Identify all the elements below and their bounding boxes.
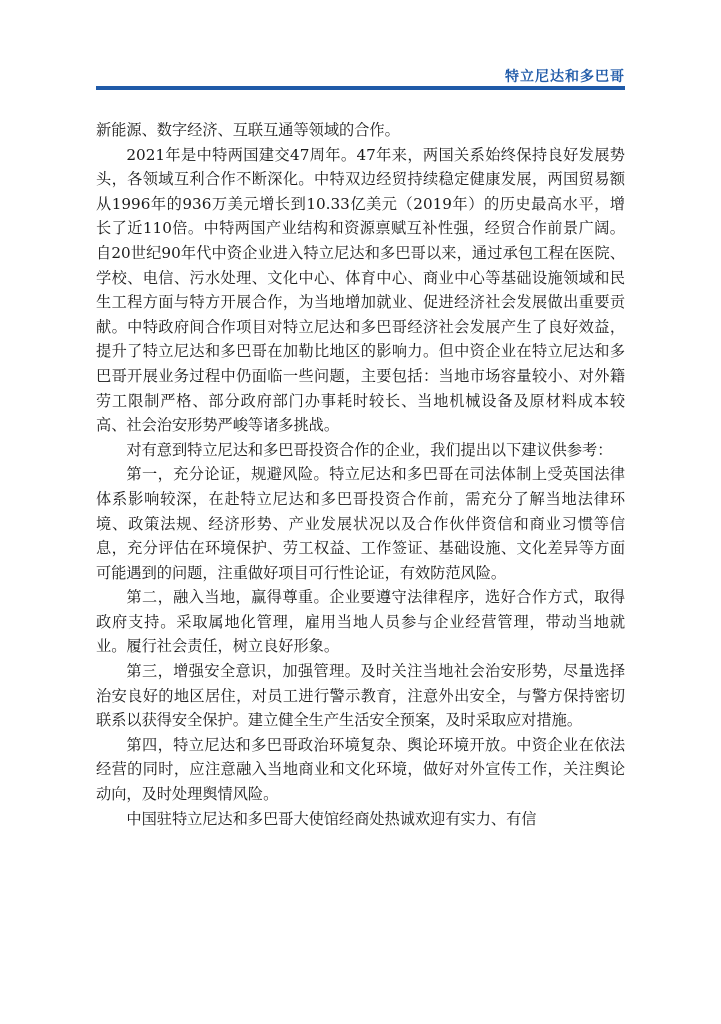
paragraph-suggestion-3: 第三，增强安全意识，加强管理。及时关注当地社会治安形势，尽量选择治安良好的地区居住，对员工进行警示教育，注意外出安全，与警方保持密切联系以获得安全保护。建立健全生产生活安全预案，及时采取应对措施。 [96,662,625,730]
paragraph-suggestions-intro: 对有意到特立尼达和多巴哥投资合作的企业，我们提出以下建议供参考： [126,440,613,459]
running-header-title: 特立尼达和多巴哥 [505,69,625,85]
header-rule [96,86,625,90]
paragraph-suggestion-4: 第四，特立尼达和多巴哥政治环境复杂、舆论环境开放。中资企业在依法经营的同时，应注意融入当地商业和文化环境，做好对外宣传工作，关注舆论动向，及时处理舆情风险。 [96,735,625,804]
body-text [96,118,625,831]
paragraph-continuation: 新能源、数字经济、互联互通等领域的合作。 [96,121,400,139]
paragraph-embassy-welcome: 中国驻特立尼达和多巴哥大使馆经商处热诚欢迎有实力、有信 [126,809,537,828]
paragraph-anniversary: 2021年是中特两国建交47周年。47年来，两国关系始终保持良好发展势头，各领域互利合作不断深化。中特双边经贸持续稳定健康发展，两国贸易额从1996年的936万美元增长到10.33亿美元（2019年）的历史最高水平，增长了近110倍。中特两国产业结构和资源禀赋互补性强，经贸合作前景广阔。自20世纪90年代中资企业进入特立尼达和多巴哥以来，通过承包工程在医院、学校、电信、污水处理、文化中心、体育中心、商业中心等基础设施领域和民生工程方面与特方开展合作，为当地增加就业、促进经济社会发展做出重要贡献。中特政府间合作项目对特立尼达和多巴哥经济社会发展产生了良好效益，提升了特立尼达和多巴哥在加勒比地区的影响力。但中资企业在特立尼达和多巴哥开展业务过程中仍面临一些问题，主要包括：当地市场容量较小、对外籍劳工限制严格、部分政府部门办事耗时较长、当地机械设备及原材料成本较高、社会治安形势严峻等诸多挑战。 [96,145,625,435]
paragraph-suggestion-1: 第一，充分论证，规避风险。特立尼达和多巴哥在司法体制上受英国法律体系影响较深，在赴特立尼达和多巴哥投资合作前，需充分了解当地法律环境、政策法规、经济形势、产业发展状况以及合作伙伴资信和商业习惯等信息，充分评估在环境保护、劳工权益、工作签证、基础设施、文化差异等方面可能遇到的问题，注重做好项目可行性论证，有效防范风险。 [96,465,625,582]
paragraph-suggestion-2: 第二，融入当地，赢得尊重。企业要遵守法律程序，选好合作方式，取得政府支持。采取属地化管理，雇用当地人员参与企业经营管理，带动当地就业。履行社会责任，树立良好形象。 [96,588,625,656]
